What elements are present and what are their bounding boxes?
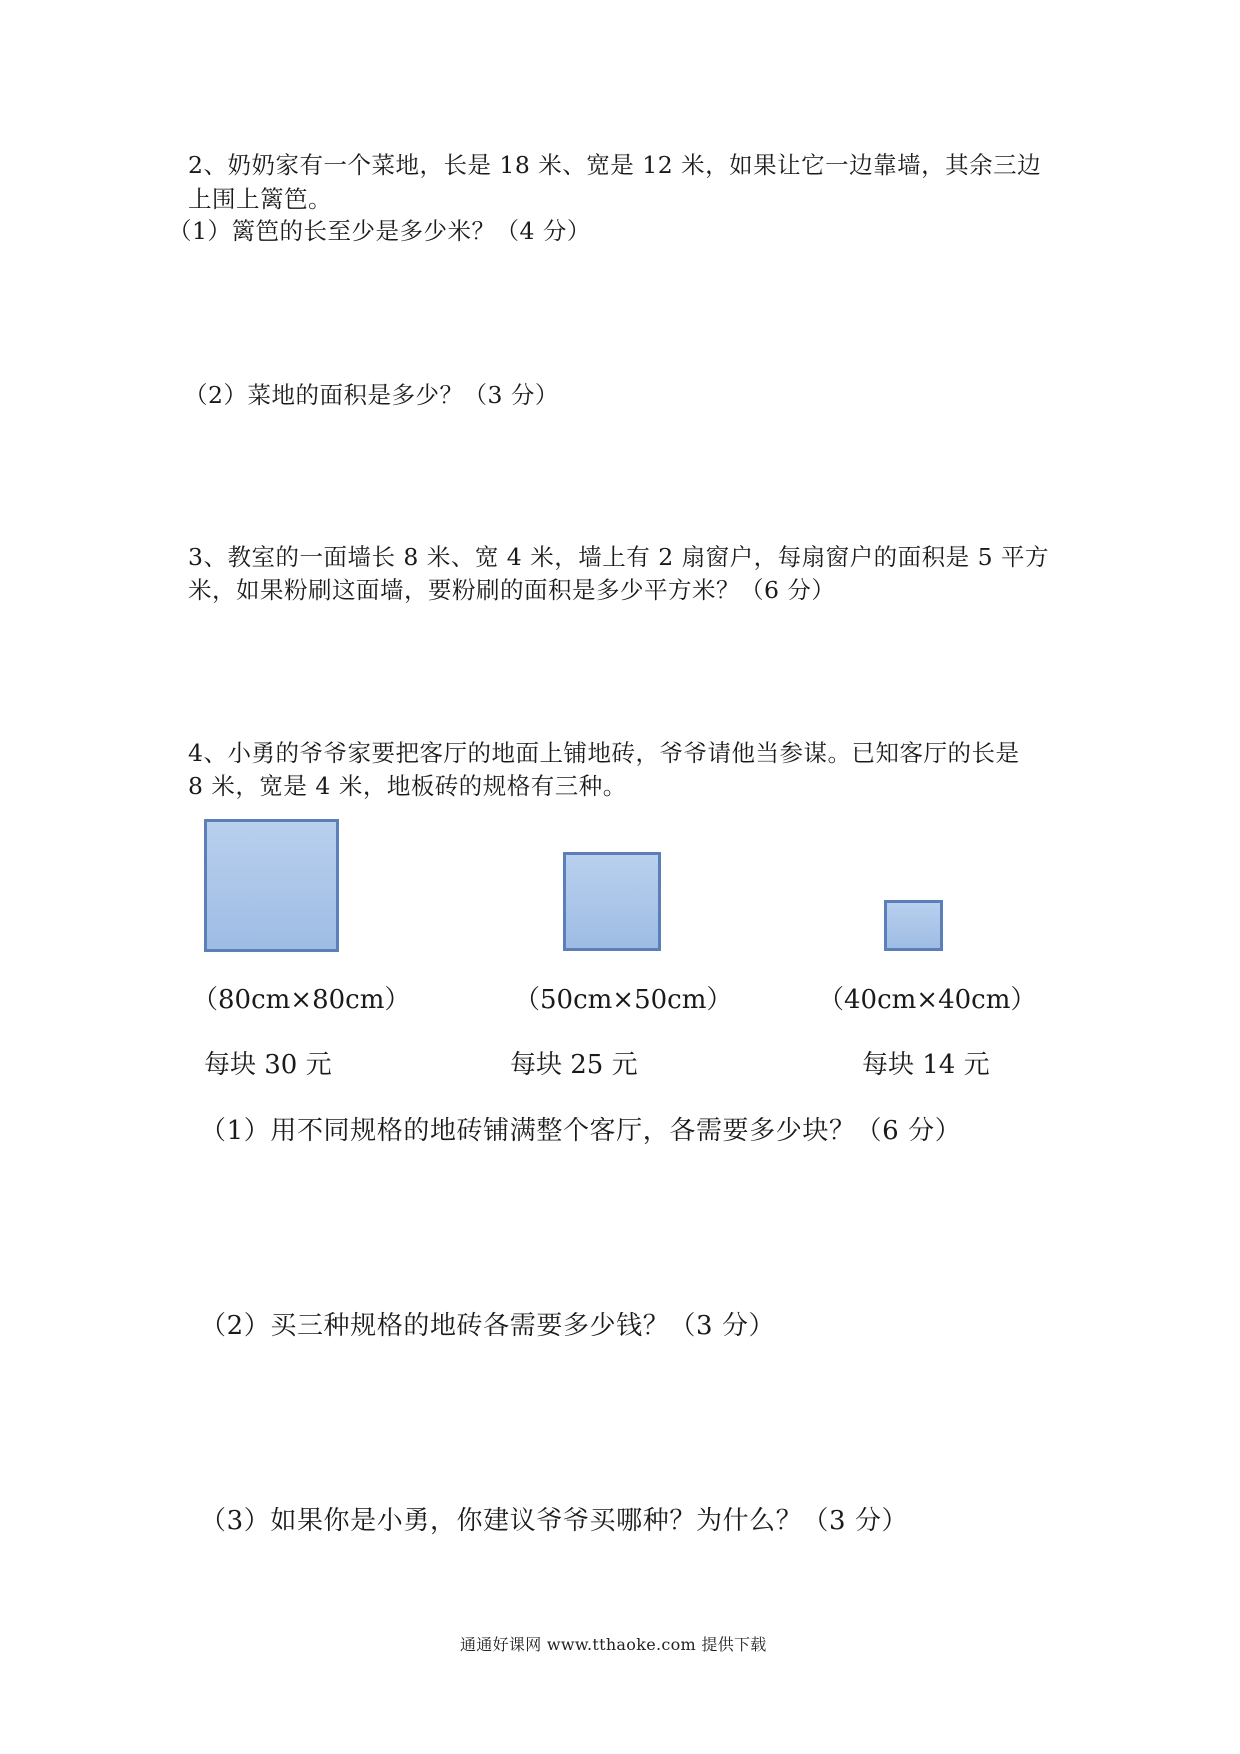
q3-line-2: 米，如果粉刷这面墙，要粉刷的面积是多少平方米？（6 分） xyxy=(188,576,836,604)
tile-price-40: 每块 14 元 xyxy=(862,1050,990,1080)
q4-sub-2: （2）买三种规格的地砖各需要多少钱？（3 分） xyxy=(200,1311,776,1341)
tile-50cm-square xyxy=(563,852,661,951)
q4-sub-1: （1）用不同规格的地砖铺满整个客厅，各需要多少块？（6 分） xyxy=(200,1116,962,1146)
q2-sub-2: （2）菜地的面积是多少？（3 分） xyxy=(184,381,559,409)
tile-size-label-80: （80cm×80cm） xyxy=(192,985,411,1015)
tile-size-label-40: （40cm×40cm） xyxy=(818,985,1037,1015)
tile-size-label-50: （50cm×50cm） xyxy=(514,985,733,1015)
q4-line-1: 4、小勇的爷爷家要把客厅的地面上铺地砖，爷爷请他当参谋。已知客厅的长是 xyxy=(188,739,1020,767)
footer-source-text: 通通好课网 www.tthaoke.com 提供下载 xyxy=(460,1635,767,1654)
tile-price-50: 每块 25 元 xyxy=(510,1050,638,1080)
tile-price-80: 每块 30 元 xyxy=(204,1050,332,1080)
tile-40cm-square xyxy=(884,900,943,951)
q2-line-1: 2、奶奶家有一个菜地，长是 18 米、宽是 12 米，如果让它一边靠墙，其余三边 xyxy=(188,151,1042,179)
q2-line-2: 上围上篱笆。 xyxy=(188,185,332,213)
tile-80cm-square xyxy=(204,819,339,952)
q4-sub-3: （3）如果你是小勇，你建议爷爷买哪种？为什么？（3 分） xyxy=(200,1506,909,1536)
q2-sub-1: （1）篱笆的长至少是多少米？（4 分） xyxy=(168,217,591,245)
q4-line-2: 8 米，宽是 4 米，地板砖的规格有三种。 xyxy=(188,772,627,800)
q3-line-1: 3、教室的一面墙长 8 米、宽 4 米，墙上有 2 扇窗户，每扇窗户的面积是 5 平方 xyxy=(188,543,1050,571)
